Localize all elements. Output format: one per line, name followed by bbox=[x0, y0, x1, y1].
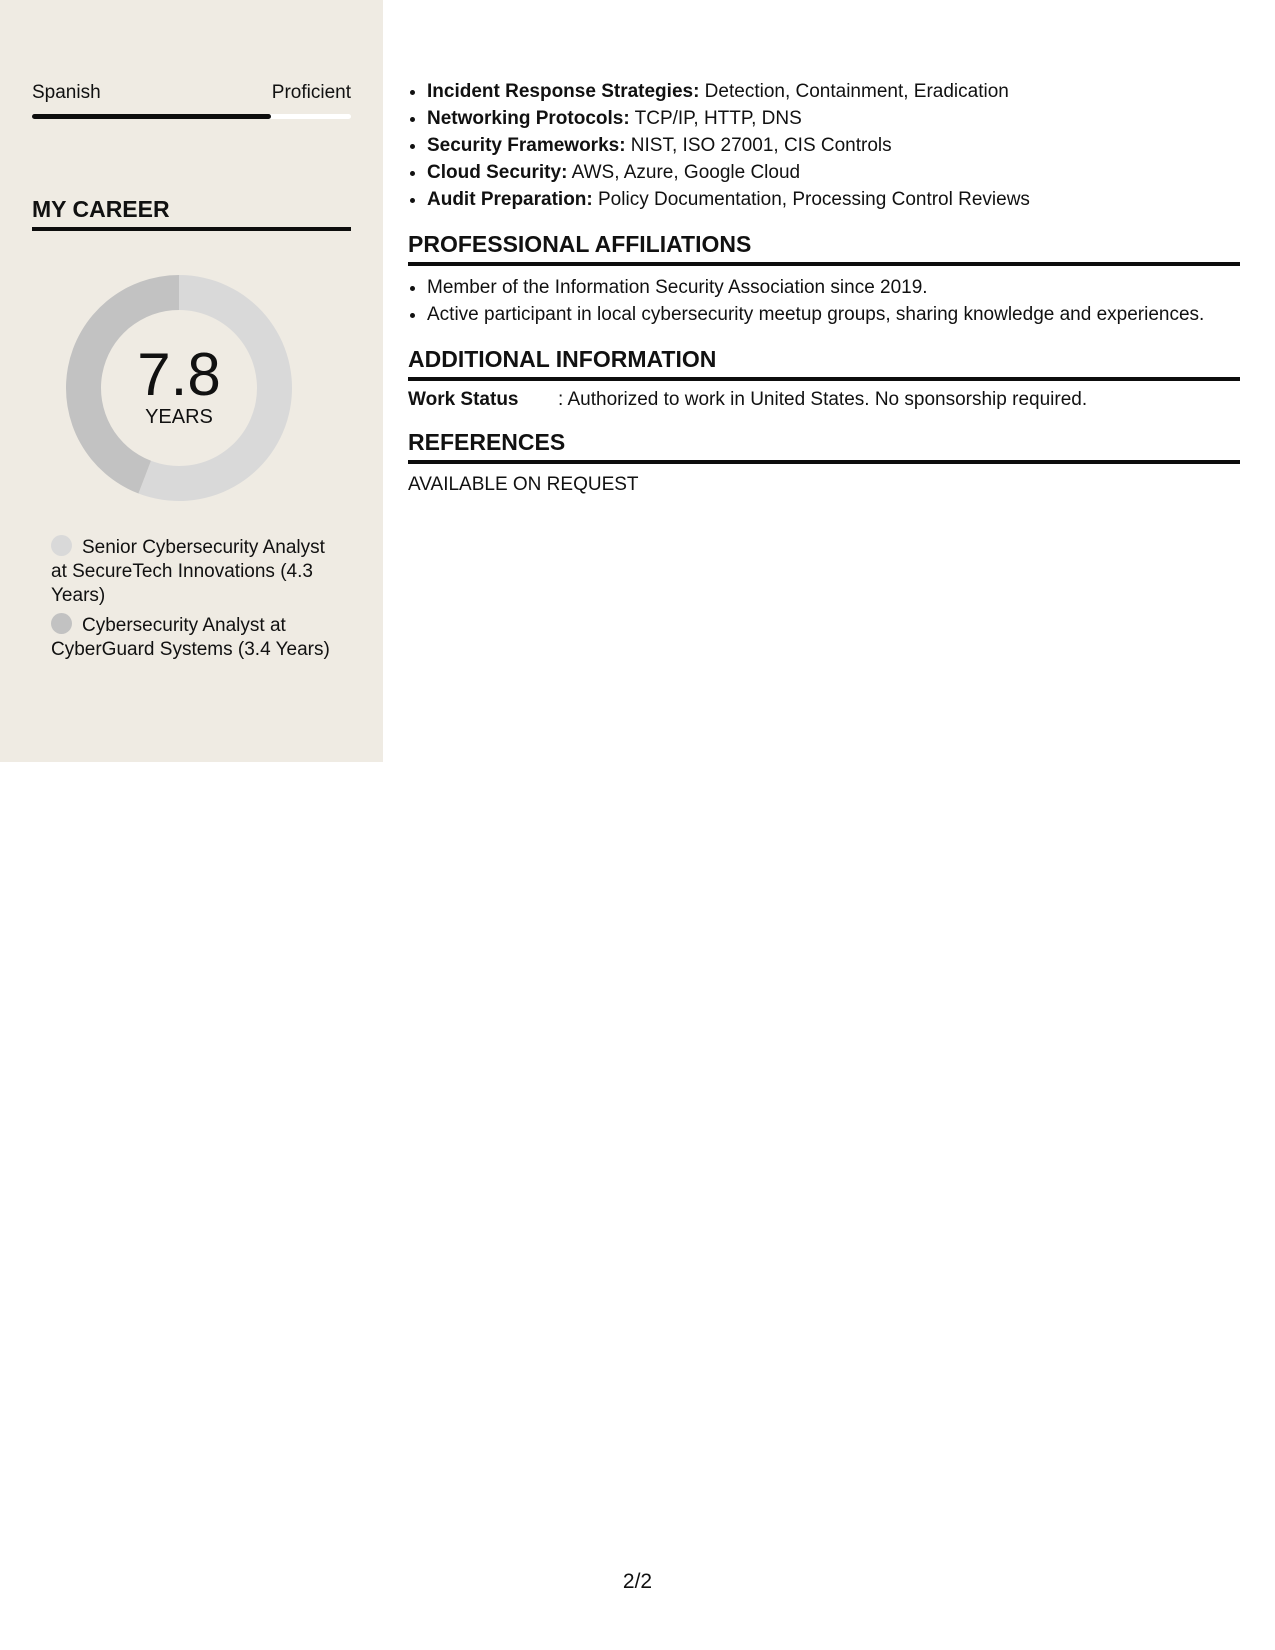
career-legend-label: Cybersecurity Analyst at CyberGuard Systems (3.4 Years) bbox=[51, 615, 330, 660]
career-legend-item bbox=[51, 535, 336, 608]
main-content bbox=[408, 78, 1240, 496]
sidebar bbox=[0, 0, 383, 762]
career-total-unit: YEARS bbox=[145, 406, 213, 428]
references-heading: REFERENCES bbox=[408, 429, 1240, 464]
skill-item bbox=[427, 159, 1240, 186]
affiliation-item: • Active participant in local cybersecurity meetup groups, sharing knowledge and experiences. bbox=[427, 301, 1240, 328]
references-text: AVAILABLE ON REQUEST bbox=[408, 474, 639, 495]
affiliations-list bbox=[408, 274, 1240, 328]
career-total bbox=[66, 275, 292, 501]
skill-label: Cloud Security: bbox=[427, 162, 568, 183]
work-status-row bbox=[408, 389, 1240, 411]
career-legend-label: Senior Cybersecurity Analyst at SecureTech Innovations (4.3 Years) bbox=[51, 537, 325, 606]
skill-value: Policy Documentation, Processing Control Reviews bbox=[592, 189, 1030, 210]
skill-value: AWS, Azure, Google Cloud bbox=[567, 162, 801, 183]
work-status-label: Work Status bbox=[408, 389, 519, 410]
page-number: 2/2 bbox=[622, 1570, 653, 1593]
skill-item bbox=[427, 105, 1240, 132]
legend-dot-icon bbox=[51, 613, 72, 634]
language-proficiency-bar bbox=[32, 114, 351, 119]
career-legend bbox=[51, 535, 336, 667]
affiliation-item: • Member of the Information Security Association since 2019. bbox=[427, 274, 1240, 301]
skill-label: Networking Protocols: bbox=[427, 108, 630, 129]
skill-value: Detection, Containment, Eradication bbox=[699, 81, 1009, 102]
language-name: Spanish bbox=[32, 82, 101, 103]
skill-item bbox=[427, 78, 1240, 105]
career-total-value: 7.8 bbox=[137, 341, 221, 408]
skill-value: TCP/IP, HTTP, DNS bbox=[629, 108, 802, 129]
language-level: Proficient bbox=[271, 82, 351, 103]
skill-value: NIST, ISO 27001, CIS Controls bbox=[625, 135, 892, 156]
skill-label: Security Frameworks: bbox=[427, 135, 626, 156]
legend-dot-icon bbox=[51, 535, 72, 556]
career-legend-item bbox=[51, 613, 336, 662]
skill-item bbox=[427, 186, 1240, 213]
additional-info-heading: ADDITIONAL INFORMATION bbox=[408, 346, 1240, 381]
career-heading: MY CAREER bbox=[32, 196, 351, 231]
affiliations-heading: PROFESSIONAL AFFILIATIONS bbox=[408, 231, 1240, 266]
skill-item bbox=[427, 132, 1240, 159]
language-row bbox=[32, 82, 351, 104]
work-status-value: : Authorized to work in United States. No sponsorship required. bbox=[558, 389, 1088, 410]
skill-label: Incident Response Strategies: bbox=[427, 81, 700, 102]
skill-label: Audit Preparation: bbox=[427, 189, 593, 210]
language-proficiency-fill bbox=[32, 114, 271, 119]
skills-list bbox=[408, 78, 1240, 213]
